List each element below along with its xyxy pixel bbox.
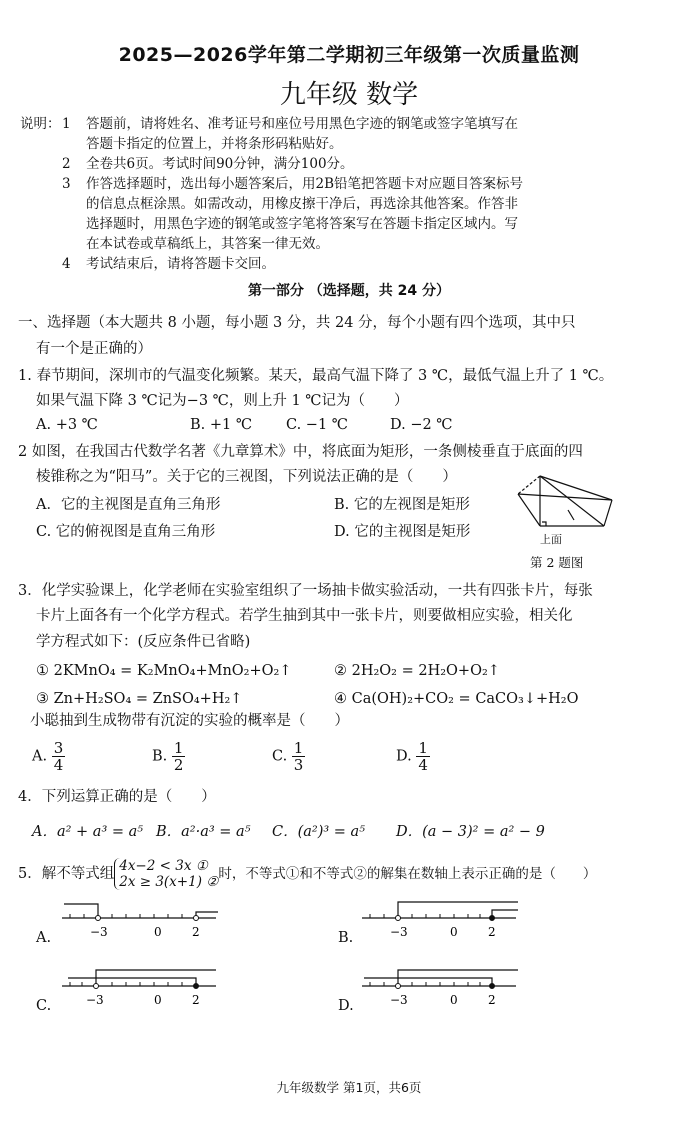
page-footer: 九年级数学 第1页，共6页 xyxy=(276,1080,422,1095)
q1-option-a: A. +3 ℃ xyxy=(36,417,98,433)
number-line-c xyxy=(60,966,220,1018)
q3-equation-2: ② 2H₂O₂ = 2H₂O+O₂↑ xyxy=(334,663,500,679)
q4-option-c: C．(a²)³ = a⁵ xyxy=(272,824,366,840)
number-line-c-tick-2: 2 xyxy=(192,993,200,1007)
q2-option-a: A．它的主视图是直角三角形 xyxy=(36,497,221,513)
q3-option-d-fraction xyxy=(416,740,430,773)
instruction-4-line-1: 考试结束后，请将答题卡交回。 xyxy=(86,256,275,272)
number-line-d-tick-2: 2 xyxy=(488,993,496,1007)
instruction-2-line-1: 全卷共6页。考试时间90分钟，满分100分。 xyxy=(86,156,354,172)
section-line-2: 有一个是正确的） xyxy=(36,341,152,357)
number-line-d-filled-dot xyxy=(490,984,495,989)
number-line-a-ray-2 xyxy=(196,912,218,918)
q1-option-d: D. −2 ℃ xyxy=(390,417,453,433)
number-line-a-tick-neg3: −3 xyxy=(90,925,108,939)
q5-inequality-2: 2x ≥ 3(x+1) ② xyxy=(119,874,219,890)
instruction-3-num: 3 xyxy=(62,176,71,192)
q3-equation-3: ③ Zn+H₂SO₄ = ZnSO₄+H₂↑ xyxy=(36,691,243,707)
q4-stem: 4．下列运算正确的是（ ） xyxy=(18,789,216,805)
number-line-b-ray-2 xyxy=(492,910,518,918)
number-line-b-open-dot xyxy=(396,916,401,921)
section-line-1: 一、选择题（本大题共 8 小题，每小题 3 分，共 24 分，每个小题有四个选项，其中只 xyxy=(18,315,576,331)
q3-option-a xyxy=(32,740,65,773)
q3-option-b xyxy=(152,740,185,773)
number-line-c-open-dot xyxy=(94,984,99,989)
yangma-pyramid-figure xyxy=(508,470,628,550)
q2-line-1: 2 如图，在我国古代数学名著《九章算术》中，将底面为矩形，一条侧棱垂直于底面的四 xyxy=(18,444,583,460)
number-line-d xyxy=(360,966,520,1018)
part1-heading: 第一部分 （选择题，共 24 分） xyxy=(247,283,451,299)
q1-line-2: 如果气温下降 3 ℃记为−3 ℃，则上升 1 ℃记为（ ） xyxy=(36,393,409,409)
q3-equation-1: ① 2KMnO₄ = K₂MnO₄+MnO₂+O₂↑ xyxy=(36,663,292,679)
q2-line-2: 棱锥称之为“阳马”。关于它的三视图，下列说法正确的是（ ） xyxy=(36,469,457,485)
instructions-label: 说明： xyxy=(20,116,61,132)
instruction-1-num: 1 xyxy=(62,116,71,132)
number-line-c-tick-neg3: −3 xyxy=(86,993,104,1007)
number-line-a-open-dot-2 xyxy=(194,916,199,921)
number-line-b-tick-0: 0 xyxy=(450,925,458,939)
number-line-a xyxy=(60,898,220,950)
q3-option-c xyxy=(272,740,305,773)
number-line-d-tick-neg3: −3 xyxy=(390,993,408,1007)
q3-option-b-letter: B. xyxy=(152,748,168,765)
q3-option-d-letter: D. xyxy=(396,748,412,765)
q3-option-c-num: 1 xyxy=(293,739,304,757)
q1-option-b: B. +1 ℃ xyxy=(190,417,253,433)
q3-option-a-fraction xyxy=(52,740,66,773)
q1-option-c: C. −1 ℃ xyxy=(286,417,349,433)
q3-line-1: 3．化学实验课上，化学老师在实验室组织了一场抽卡做实验活动，一共有四张卡片，每张 xyxy=(18,583,593,599)
instruction-1-line-2: 答题卡指定的位置上，并将条形码粘贴好。 xyxy=(86,136,343,152)
q3-line-2: 卡片上面各有一个化学方程式。若学生抽到其中一张卡片，则要做相应实验，相关化 xyxy=(36,608,573,624)
number-line-b-tick-2: 2 xyxy=(488,925,496,939)
q3-question: 小聪抽到生成物带有沉淀的实验的概率是（ ） xyxy=(30,713,349,729)
instruction-3-line-3: 选择题时，用黑色字迹的钢笔或签字笔将答案写在答题卡指定区域内。写 xyxy=(86,216,518,232)
number-line-c-tick-0: 0 xyxy=(154,993,162,1007)
q3-option-b-den: 2 xyxy=(173,756,184,774)
q5-stem-post: 时，不等式①和不等式②的解集在数轴上表示正确的是（ ） xyxy=(218,866,597,882)
number-line-d-open-dot xyxy=(396,984,401,989)
q4-option-d: D．(a − 3)² = a² − 9 xyxy=(396,824,545,840)
q5-option-d-label: D. xyxy=(338,998,354,1014)
instruction-3-line-1: 作答选择题时，选出每小题答案后，用2B铅笔把答题卡对应题目答案标号 xyxy=(86,176,524,192)
number-line-d-ray-2 xyxy=(364,978,492,986)
q5-option-b-label: B. xyxy=(338,930,354,946)
number-line-c-filled-dot xyxy=(194,984,199,989)
number-line-d-tick-0: 0 xyxy=(450,993,458,1007)
q3-option-a-num: 3 xyxy=(53,739,64,757)
exam-subtitle: 九年级 数学 xyxy=(279,80,419,110)
q3-option-b-num: 1 xyxy=(173,739,184,757)
exam-title: 2025—2026学年第二学期初三年级第一次质量监测 xyxy=(118,44,580,66)
q4-option-a: A．a² + a³ = a⁵ xyxy=(32,824,144,840)
q5-option-a-label: A. xyxy=(36,930,52,946)
instruction-2-num: 2 xyxy=(62,156,71,172)
q3-option-a-letter: A. xyxy=(32,748,48,765)
number-line-a-ray-1 xyxy=(64,904,98,918)
number-line-a-open-dot xyxy=(96,916,101,921)
q2-option-d: D. 它的主视图是矩形 xyxy=(334,524,471,540)
instruction-1-line-1: 答题前，请将姓名、准考证号和座位号用黑色字迹的钢笔或签字笔填写在 xyxy=(86,116,518,132)
q3-option-d-den: 4 xyxy=(418,756,428,774)
instruction-3-line-4: 在本试卷或草稿纸上，其答案一律无效。 xyxy=(86,236,329,252)
q3-option-d-num: 1 xyxy=(418,739,428,757)
q3-option-a-den: 4 xyxy=(53,756,64,774)
number-line-b xyxy=(360,898,520,950)
q4-option-b: B．a²·a³ = a⁵ xyxy=(156,824,251,840)
q5-stem xyxy=(18,858,596,890)
number-line-a-tick-0: 0 xyxy=(154,925,162,939)
q2-figure-label: 上面 xyxy=(540,533,562,546)
q3-equation-4: ④ Ca(OH)₂+CO₂ = CaCO₃↓+H₂O xyxy=(334,691,579,707)
q5-option-c-label: C. xyxy=(36,998,52,1014)
q3-option-d xyxy=(396,740,430,773)
q1-line-1: 1. 春节期间，深圳市的气温变化频繁。某天，最高气温下降了 3 ℃，最低气温上升了 1 ℃。 xyxy=(18,368,614,384)
instruction-3-line-2: 的信息点框涂黑。如需改动，用橡皮擦干净后，再选涂其他答案。作答非 xyxy=(86,196,518,212)
q5-inequality-1: 4x−2 < 3x ① xyxy=(119,858,208,874)
number-line-a-tick-2: 2 xyxy=(192,925,200,939)
q2-option-c: C. 它的俯视图是直角三角形 xyxy=(36,524,216,540)
instruction-4-num: 4 xyxy=(62,256,71,272)
q3-option-c-den: 3 xyxy=(293,756,304,774)
q5-stem-pre: 5．解不等式组 xyxy=(18,866,115,882)
number-line-b-tick-neg3: −3 xyxy=(390,925,408,939)
q2-option-b: B. 它的左视图是矩形 xyxy=(334,497,470,513)
q3-option-c-letter: C. xyxy=(272,748,288,765)
q3-option-c-fraction xyxy=(292,740,306,773)
number-line-c-ray-2 xyxy=(68,978,196,986)
number-line-b-filled-dot xyxy=(490,916,495,921)
q5-inequality-system xyxy=(114,858,218,890)
q3-option-b-fraction xyxy=(172,740,186,773)
q2-figure-caption: 第 2 题图 xyxy=(530,555,584,570)
q3-line-3: 学方程式如下：(反应条件已省略) xyxy=(36,634,251,650)
